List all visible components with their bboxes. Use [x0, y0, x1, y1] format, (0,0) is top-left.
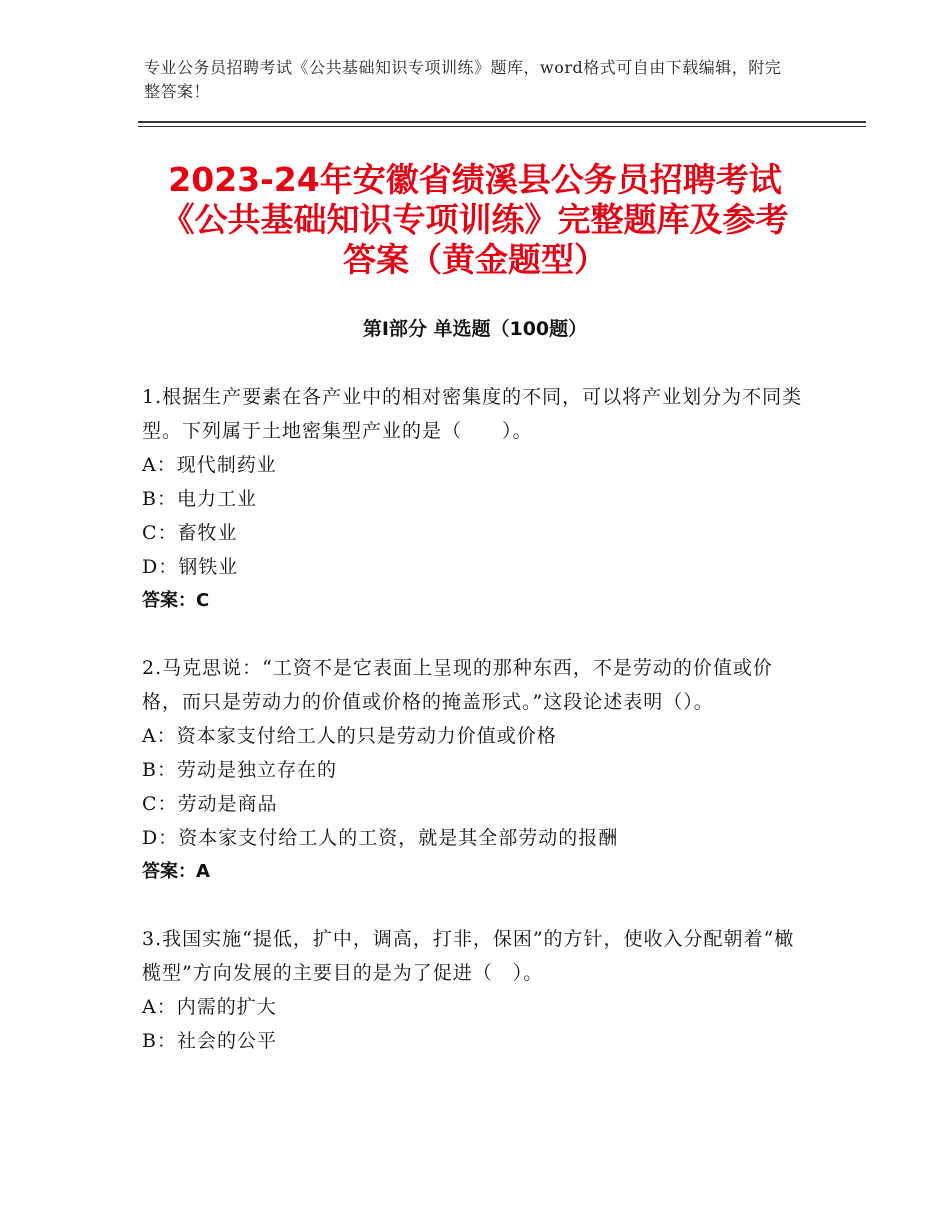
- question-2: [142, 651, 807, 889]
- option-b: B：社会的公平: [142, 1030, 277, 1052]
- question-stem: 1.根据生产要素在各产业中的相对密集度的不同，可以将产业划分为不同类型。下列属于土地密集型产业的是（ ）。: [142, 386, 803, 442]
- question-3: [142, 922, 807, 1058]
- question-stem: 2.马克思说：“工资不是它表面上呈现的那种东西，不是劳动的价值或价格，而只是劳动力的价值或价格的掩盖形式。”这段论述表明（）。: [142, 657, 773, 713]
- answer-label: 答案：C: [142, 590, 210, 611]
- question-stem: 3.我国实施“提低，扩中，调高，打非，保困”的方针，使收入分配朝着“橄榄型”方向发展的主要目的是为了促进（ ）。: [142, 928, 795, 984]
- title-line-1: 2023-24年安徽省绩溪县公务员招聘考试: [168, 160, 782, 199]
- option-a: A：内需的扩大: [142, 996, 277, 1018]
- option-b: B：劳动是独立存在的: [142, 759, 337, 781]
- header-rule-thin: [138, 126, 866, 127]
- question-1: [142, 380, 807, 618]
- option-c: C：畜牧业: [142, 522, 238, 544]
- option-d: D：资本家支付给工人的工资，就是其全部劳动的报酬: [142, 827, 619, 849]
- answer-label: 答案：A: [142, 861, 210, 882]
- question-list: [142, 380, 807, 1091]
- document-title: [140, 160, 810, 280]
- option-d: D：钢铁业: [142, 556, 239, 578]
- option-c: C：劳动是商品: [142, 793, 278, 815]
- header-rule-thick: [138, 121, 866, 123]
- header-note: 专业公务员招聘考试《公共基础知识专项训练》题库，word格式可自由下载编辑，附完整答案！: [144, 58, 782, 101]
- option-a: A：资本家支付给工人的只是劳动力价值或价格: [142, 725, 557, 747]
- option-b: B：电力工业: [142, 488, 257, 510]
- section-title: 第Ⅰ部分 单选题（100题）: [362, 318, 588, 340]
- title-line-2: 《公共基础知识专项训练》完整题库及参考: [161, 200, 789, 239]
- option-a: A：现代制药业: [142, 454, 277, 476]
- title-line-3: 答案（黄金题型）: [343, 240, 607, 279]
